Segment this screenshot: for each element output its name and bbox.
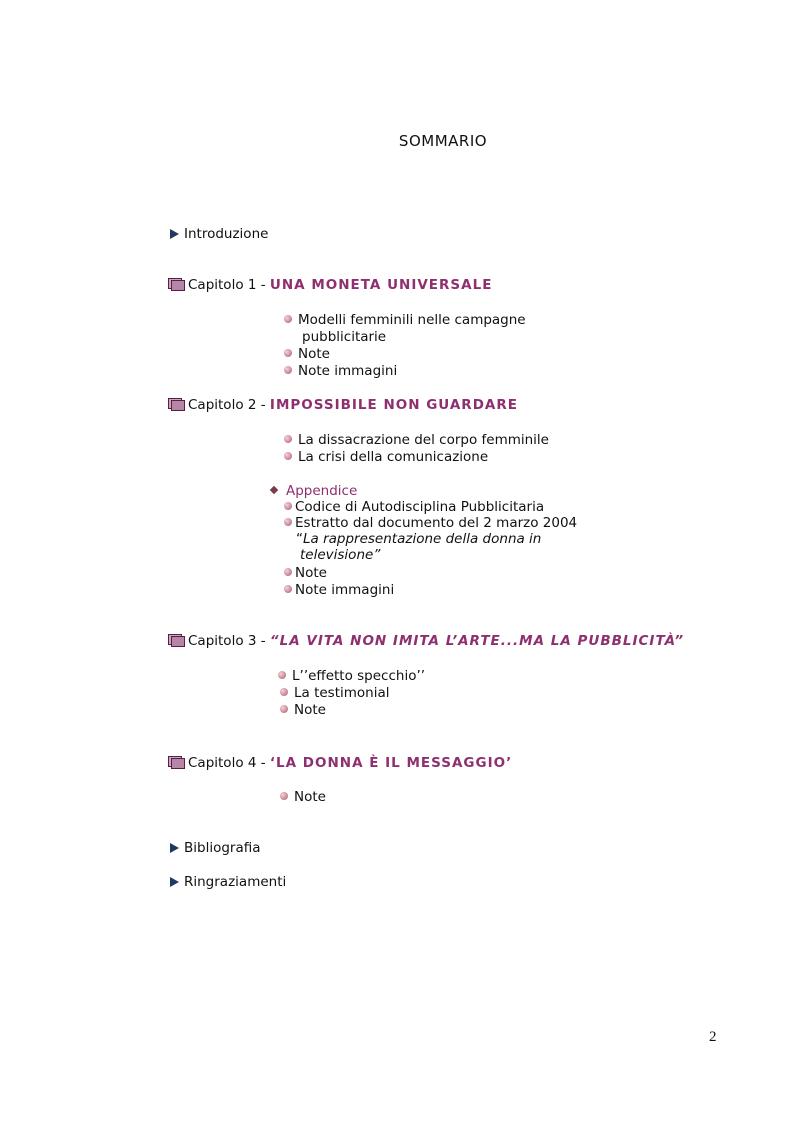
subitem-label: Note bbox=[298, 346, 330, 362]
toc-subitem[interactable] bbox=[284, 449, 488, 466]
toc-chapter-4[interactable] bbox=[168, 755, 512, 772]
bullet-icon bbox=[284, 315, 292, 323]
toc-subitem-continued bbox=[300, 547, 380, 564]
toc-label: Introduzione bbox=[184, 226, 269, 242]
arrow-bullet-icon bbox=[170, 877, 179, 887]
subitem-label: Note bbox=[295, 565, 327, 581]
subitem-label: Modelli femminili nelle campagne bbox=[298, 312, 526, 328]
toc-subitem-continued bbox=[296, 531, 541, 548]
toc-subitem[interactable] bbox=[284, 363, 397, 380]
toc-subitem-continued bbox=[302, 329, 386, 346]
page-title: SOMMARIO bbox=[398, 132, 488, 150]
bullet-icon bbox=[280, 705, 288, 713]
bullet-icon bbox=[284, 452, 292, 460]
subitem-label: Codice di Autodisciplina Pubblicitaria bbox=[295, 499, 545, 515]
bullet-icon bbox=[284, 349, 292, 357]
toc-appendix[interactable] bbox=[270, 483, 357, 500]
toc-subitem[interactable] bbox=[284, 499, 544, 516]
bullet-icon bbox=[284, 568, 292, 576]
subitem-italic-label: La rappresentazione della donna in bbox=[303, 531, 542, 547]
chapter-title: IMPOSSIBILE NON GUARDARE bbox=[269, 397, 518, 413]
quote-open: “ bbox=[296, 531, 303, 547]
toc-subitem[interactable] bbox=[280, 685, 390, 702]
toc-entry-bibliografia[interactable] bbox=[170, 840, 261, 857]
chapter-icon bbox=[168, 634, 184, 646]
toc-subitem[interactable] bbox=[284, 312, 526, 329]
chapter-prefix: Capitolo 2 - bbox=[188, 397, 270, 413]
toc-chapter-3[interactable] bbox=[168, 633, 684, 650]
toc-label: Bibliografia bbox=[184, 840, 261, 856]
page-number: 2 bbox=[709, 1029, 717, 1045]
bullet-icon bbox=[280, 688, 288, 696]
diamond-bullet-icon bbox=[270, 486, 278, 494]
subitem-label: pubblicitarie bbox=[302, 329, 387, 345]
bullet-icon bbox=[284, 366, 292, 374]
toc-chapter-1[interactable] bbox=[168, 277, 492, 294]
chapter-title: ‘LA DONNA È IL MESSAGGIO’ bbox=[269, 755, 513, 771]
appendix-label: Appendice bbox=[286, 483, 358, 499]
chapter-prefix: Capitolo 1 - bbox=[188, 277, 270, 293]
chapter-prefix: Capitolo 3 - bbox=[188, 633, 270, 649]
toc-entry-introduzione[interactable] bbox=[170, 226, 268, 243]
quote-close: ” bbox=[373, 547, 381, 563]
subitem-label: Note immagini bbox=[298, 363, 398, 379]
toc-subitem[interactable] bbox=[284, 346, 330, 363]
toc-subitem[interactable] bbox=[284, 565, 327, 582]
chapter-prefix: Capitolo 4 - bbox=[188, 755, 270, 771]
chapter-icon bbox=[168, 278, 184, 290]
subitem-label: La testimonial bbox=[294, 685, 390, 701]
toc-chapter-2[interactable] bbox=[168, 397, 518, 414]
toc-entry-ringraziamenti[interactable] bbox=[170, 874, 286, 891]
bullet-icon bbox=[284, 585, 292, 593]
bullet-icon bbox=[280, 792, 288, 800]
toc-subitem[interactable] bbox=[284, 432, 549, 449]
toc-subitem[interactable] bbox=[284, 515, 577, 532]
arrow-bullet-icon bbox=[170, 229, 179, 239]
chapter-title: UNA MONETA UNIVERSALE bbox=[269, 277, 493, 293]
toc-subitem[interactable] bbox=[280, 789, 326, 806]
toc-subitem[interactable] bbox=[280, 702, 326, 719]
toc-subitem[interactable] bbox=[278, 668, 425, 685]
subitem-label: Estratto dal documento del 2 marzo 2004 bbox=[295, 515, 578, 531]
bullet-icon bbox=[284, 435, 292, 443]
subitem-label: La crisi della comunicazione bbox=[298, 449, 489, 465]
chapter-icon bbox=[168, 398, 184, 410]
bullet-icon bbox=[278, 671, 286, 679]
toc-label: Ringraziamenti bbox=[184, 874, 287, 890]
subitem-label: L’’effetto specchio’’ bbox=[292, 668, 426, 684]
chapter-title: “LA VITA NON IMITA L’ARTE...MA LA PUBBLICITÀ” bbox=[269, 633, 685, 649]
toc-subitem[interactable] bbox=[284, 582, 394, 599]
chapter-icon bbox=[168, 756, 184, 768]
subitem-label: La dissacrazione del corpo femminile bbox=[298, 432, 549, 448]
subitem-italic-label: televisione bbox=[300, 547, 374, 563]
subitem-label: Note immagini bbox=[295, 582, 395, 598]
arrow-bullet-icon bbox=[170, 843, 179, 853]
bullet-icon bbox=[284, 518, 292, 526]
bullet-icon bbox=[284, 502, 292, 510]
subitem-label: Note bbox=[294, 702, 326, 718]
subitem-label: Note bbox=[294, 789, 326, 805]
